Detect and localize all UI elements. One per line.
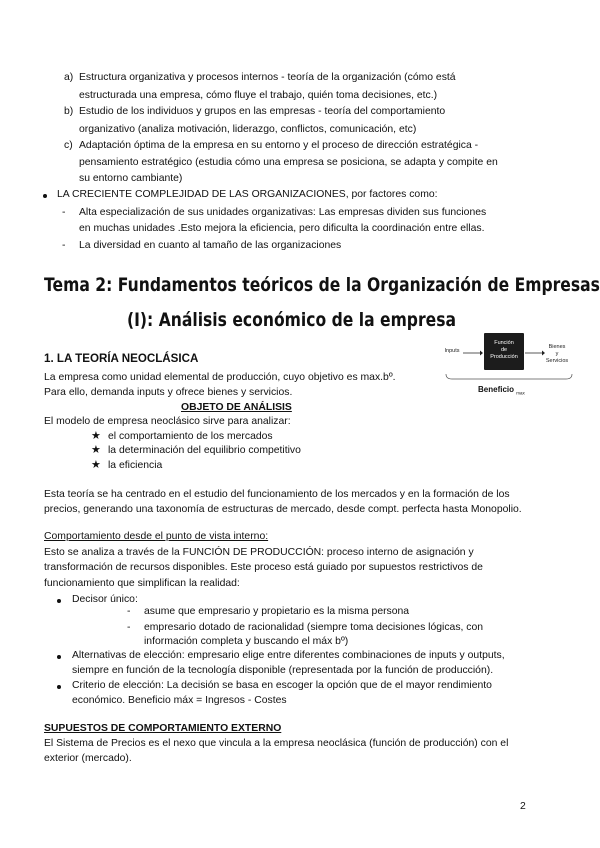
criterio-line2: económico. Beneficio máx = Ingresos - Costes xyxy=(72,695,287,706)
paragraph-line2: precios, generando una taxonomía de estructuras de mercado, desde compt. perfecta hasta Monopolio. xyxy=(44,504,522,515)
objeto-title: OBJETO DE ANÁLISIS xyxy=(181,402,292,413)
complejidad-item1-line2: en muchas unidades .Esto mejora la eficiencia, pero dificulta la coordinación entre ellas. xyxy=(79,223,485,234)
figure-box-line: de xyxy=(500,347,508,353)
star-bullet: ★ xyxy=(91,444,101,456)
interno-para-line3: funcionamiento que simplifican la realidad: xyxy=(44,578,240,589)
figure-output-line: y xyxy=(555,351,559,357)
star-bullet: ★ xyxy=(91,459,101,471)
externo-para-line2: exterior (mercado). xyxy=(44,753,132,764)
complejidad-item1-line1: Alta especialización de sus unidades organizativas: Las empresas dividen sus funciones xyxy=(79,207,487,218)
interno-para-line1: Esto se analiza a través de la FUNCIÓN DE PRODUCCIÓN: proceso interno de asignación y xyxy=(44,547,474,558)
objeto-item: la eficiencia xyxy=(108,460,163,471)
decisor-label: Decisor único: xyxy=(72,594,138,605)
bracket-line xyxy=(444,373,574,383)
complejidad-item2: La diversidad en cuanto al tamaño de las organizaciones xyxy=(79,240,342,251)
beneficio-suffix: max xyxy=(516,390,525,396)
externo-para-line1: El Sistema de Precios es el nexo que vincula a la empresa neoclásica (función de producción) con el xyxy=(44,738,509,749)
decisor-item2-line2: información completa y buscando el máx bº) xyxy=(144,636,349,647)
dash-marker: - xyxy=(127,622,131,633)
intro-line2: Para ello, demanda inputs y ofrece bienes y servicios. xyxy=(44,387,293,398)
decisor-item1: asume que empresario y propietario es la misma persona xyxy=(144,606,410,617)
section-title: 1. LA TEORÍA NEOCLÁSICA xyxy=(44,352,199,365)
objeto-item: la determinación del equilibrio competitivo xyxy=(108,445,301,456)
dash-marker: - xyxy=(127,606,131,617)
figure-box-line: Función xyxy=(494,340,514,346)
objeto-intro: El modelo de empresa neoclásico sirve para analizar: xyxy=(44,416,291,427)
list-item-b-line2: organizativo (analiza motivación, liderazgo, conflictos, comunicación, etc) xyxy=(79,124,417,135)
alternativas-line1: Alternativas de elección: empresario elige entre diferentes combinaciones de inputs y outputs, xyxy=(72,650,505,661)
list-item-c-line3: su entorno cambiante) xyxy=(79,173,183,184)
list-item-a-line2: estructurada una empresa, cómo fluye el trabajo, quién toma decisiones, etc.) xyxy=(79,90,438,101)
figure-box-line: Producción xyxy=(490,354,518,360)
objeto-item: el comportamiento de los mercados xyxy=(108,431,273,442)
bullet-dot xyxy=(57,599,61,603)
decisor-item2-line1: empresario dotado de racionalidad (siempre toma decisiones lógicas, con xyxy=(144,622,484,633)
dash-marker: - xyxy=(62,240,66,251)
list-item-c-line1: Adaptación óptima de la empresa en su entorno y el proceso de dirección estratégica - xyxy=(79,140,479,151)
production-function-box xyxy=(484,333,524,370)
bullet-dot xyxy=(43,194,47,198)
beneficio-label: Beneficio xyxy=(478,385,515,394)
list-marker-b: b) xyxy=(64,106,74,117)
page-number: 2 xyxy=(520,801,526,812)
figure-output-line: Servicios xyxy=(545,358,569,364)
tema-title-line1: Tema 2: Fundamentos teóricos de la Organización de Empresas xyxy=(44,274,600,296)
list-marker-c: c) xyxy=(64,140,73,151)
dash-marker: - xyxy=(62,207,66,218)
interno-title: Comportamiento desde el punto de vista interno: xyxy=(44,531,269,542)
alternativas-line2: siempre en función de la tecnología disponible (representada por la función de producción). xyxy=(72,665,494,676)
bullet-dot xyxy=(57,655,61,659)
figure-input-label: Inputs xyxy=(444,348,460,354)
externo-title: SUPUESTOS DE COMPORTAMIENTO EXTERNO xyxy=(44,723,282,734)
list-marker-a: a) xyxy=(64,72,74,83)
figure-output-label xyxy=(541,344,573,365)
figure-output-line: Bienes xyxy=(548,344,566,350)
figure-beneficio xyxy=(478,385,525,396)
arrow-right-icon xyxy=(462,349,484,357)
paragraph-line1: Esta teoría se ha centrado en el estudio del funcionamiento de los mercados y en la formación de los xyxy=(44,489,510,500)
intro-line1: La empresa como unidad elemental de producción, cuyo objetivo es max.bº. xyxy=(44,372,396,383)
list-item-b-line1: Estudio de los individuos y grupos en las empresas - teoría del comportamiento xyxy=(79,106,446,117)
list-item-a-line1: Estructura organizativa y procesos internos - teoría de la organización (cómo está xyxy=(79,72,456,83)
bullet-dot xyxy=(57,685,61,689)
star-bullet: ★ xyxy=(91,430,101,442)
complejidad-text: LA CRECIENTE COMPLEJIDAD DE LAS ORGANIZACIONES, por factores como: xyxy=(57,189,438,200)
interno-para-line2: transformación de recursos disponibles. Este proceso está guiado por supuestos restrictivos de xyxy=(44,562,483,573)
list-item-c-line2: pensamiento estratégico (estudia cómo una empresa se posiciona, se adapta y compite en xyxy=(79,157,498,168)
tema-title-line2: (I): Análisis económico de la empresa xyxy=(127,309,456,331)
criterio-line1: Criterio de elección: La decisión se basa en escoger la opción que de el mayor rendimiento xyxy=(72,680,492,691)
